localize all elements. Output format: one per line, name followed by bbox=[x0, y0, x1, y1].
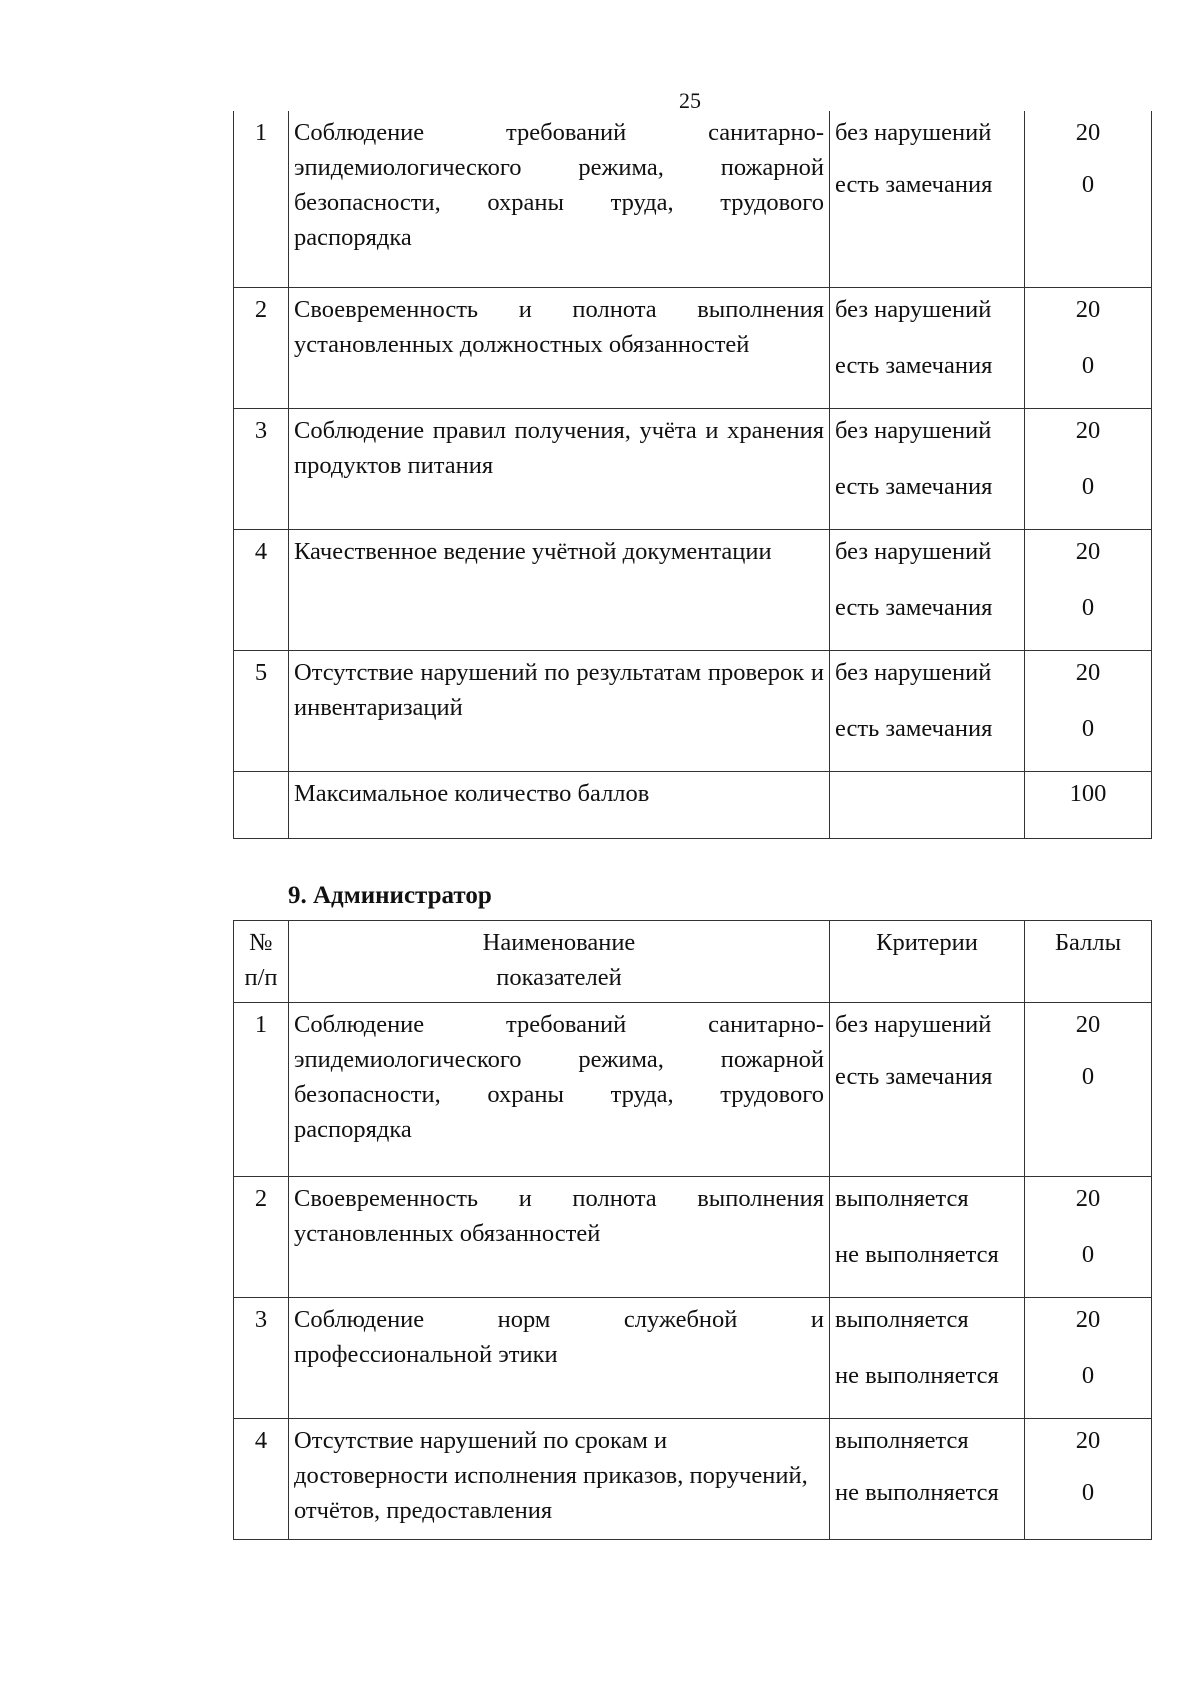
points-cell bbox=[1025, 1177, 1152, 1298]
table-row bbox=[234, 650, 1152, 771]
criteria-cell bbox=[830, 408, 1025, 529]
total-label: Максимальное количество баллов bbox=[289, 771, 830, 838]
criteria-option: есть замечания bbox=[835, 714, 993, 742]
points-value: 0 bbox=[1081, 171, 1095, 198]
criteria-option: выполняется bbox=[835, 1185, 969, 1212]
criteria-option: есть замечания bbox=[835, 593, 993, 621]
section-title: 9. Администратор bbox=[288, 882, 492, 909]
points-value: 0 bbox=[1081, 1479, 1095, 1506]
criteria-option: есть замечания bbox=[835, 351, 993, 379]
row-number: 4 bbox=[234, 529, 289, 650]
table-row bbox=[234, 111, 1152, 287]
indicator-name: Отсутствие нарушений по результатам проверок и инвентаризаций bbox=[289, 650, 830, 771]
indicator-name: Соблюдение требований санитарно-эпидемиологического режима, пожарной безопасности, охраны труда, трудового распорядка bbox=[289, 1003, 830, 1177]
points-cell bbox=[1025, 111, 1152, 287]
criteria-cell bbox=[830, 529, 1025, 650]
header-number-line: № bbox=[249, 929, 273, 956]
points-value: 20 bbox=[1075, 1185, 1101, 1212]
criteria-cell bbox=[830, 771, 1025, 838]
criteria-option: есть замечания bbox=[835, 1063, 993, 1090]
table-row bbox=[234, 1177, 1152, 1298]
row-number bbox=[234, 771, 289, 838]
criteria-option: без нарушений bbox=[835, 295, 992, 323]
header-name-line: показателей bbox=[496, 964, 622, 991]
criteria-cell bbox=[830, 287, 1025, 408]
indicator-name: Качественное ведение учётной документации bbox=[289, 529, 830, 650]
points-cell bbox=[1025, 287, 1152, 408]
criteria-option: без нарушений bbox=[835, 1011, 992, 1038]
points-cell bbox=[1025, 650, 1152, 771]
points-value: 0 bbox=[1081, 1063, 1095, 1090]
indicator-name: Своевременность и полнота выполнения установленных должностных обязанностей bbox=[289, 287, 830, 408]
table-row bbox=[234, 408, 1152, 529]
points-cell bbox=[1025, 1419, 1152, 1540]
scores-table-previous bbox=[233, 111, 1152, 839]
criteria-option: без нарушений bbox=[835, 119, 992, 146]
total-row bbox=[234, 771, 1152, 838]
header-points: Баллы bbox=[1025, 921, 1152, 1003]
points-value: 0 bbox=[1081, 714, 1095, 742]
points-cell bbox=[1025, 529, 1152, 650]
row-number: 4 bbox=[234, 1419, 289, 1540]
points-value: 0 bbox=[1081, 1241, 1095, 1268]
criteria-option: без нарушений bbox=[835, 658, 992, 686]
criteria-option: не выполняется bbox=[835, 1362, 999, 1389]
header-number bbox=[234, 921, 289, 1003]
points-cell bbox=[1025, 1003, 1152, 1177]
points-cell bbox=[1025, 1298, 1152, 1419]
indicator-name: Отсутствие нарушений по срокам и достоверности исполнения приказов, поручений, отчётов, предоставления bbox=[289, 1419, 830, 1540]
criteria-option: есть замечания bbox=[835, 171, 993, 198]
points-value: 20 bbox=[1075, 295, 1101, 323]
points-value: 20 bbox=[1075, 658, 1101, 686]
points-value: 0 bbox=[1081, 593, 1095, 621]
criteria-option: не выполняется bbox=[835, 1241, 999, 1268]
row-number: 5 bbox=[234, 650, 289, 771]
table-row bbox=[234, 529, 1152, 650]
header-indicator-name bbox=[289, 921, 830, 1003]
points-value: 20 bbox=[1075, 537, 1101, 565]
criteria-option: не выполняется bbox=[835, 1479, 999, 1506]
points-value: 0 bbox=[1081, 1362, 1095, 1389]
criteria-cell bbox=[830, 1298, 1025, 1419]
table-row bbox=[234, 1298, 1152, 1419]
points-value: 20 bbox=[1075, 1011, 1101, 1038]
indicator-name: Соблюдение требований санитарно-эпидемиологического режима, пожарной безопасности, охраны труда, трудового распорядка bbox=[289, 111, 830, 287]
criteria-cell bbox=[830, 1419, 1025, 1540]
criteria-cell bbox=[830, 1177, 1025, 1298]
table-header-row bbox=[234, 921, 1152, 1003]
indicator-name: Соблюдение норм служебной и профессиональной этики bbox=[289, 1298, 830, 1419]
total-points: 100 bbox=[1025, 771, 1152, 838]
row-number: 2 bbox=[234, 287, 289, 408]
criteria-option: выполняется bbox=[835, 1427, 969, 1454]
scores-table-administrator bbox=[233, 920, 1152, 1540]
header-criteria: Критерии bbox=[830, 921, 1025, 1003]
indicator-name: Соблюдение правил получения, учёта и хранения продуктов питания bbox=[289, 408, 830, 529]
row-number: 3 bbox=[234, 408, 289, 529]
criteria-option: есть замечания bbox=[835, 472, 993, 500]
indicator-name: Своевременность и полнота выполнения установленных обязанностей bbox=[289, 1177, 830, 1298]
criteria-cell bbox=[830, 650, 1025, 771]
header-number-line: п/п bbox=[244, 964, 278, 991]
points-cell bbox=[1025, 408, 1152, 529]
row-number: 1 bbox=[234, 111, 289, 287]
table-row bbox=[234, 287, 1152, 408]
page-number: 25 bbox=[679, 88, 701, 113]
points-value: 0 bbox=[1081, 472, 1095, 500]
header-name-line: Наименование bbox=[482, 929, 636, 956]
criteria-option: без нарушений bbox=[835, 537, 992, 565]
criteria-option: без нарушений bbox=[835, 416, 992, 444]
table-row bbox=[234, 1419, 1152, 1540]
row-number: 2 bbox=[234, 1177, 289, 1298]
points-value: 20 bbox=[1075, 119, 1101, 146]
row-number: 3 bbox=[234, 1298, 289, 1419]
points-value: 0 bbox=[1081, 351, 1095, 379]
points-value: 20 bbox=[1075, 1427, 1101, 1454]
row-number: 1 bbox=[234, 1003, 289, 1177]
criteria-cell bbox=[830, 1003, 1025, 1177]
criteria-cell bbox=[830, 111, 1025, 287]
table-row bbox=[234, 1003, 1152, 1177]
criteria-option: выполняется bbox=[835, 1306, 969, 1333]
points-value: 20 bbox=[1075, 1306, 1101, 1333]
points-value: 20 bbox=[1075, 416, 1101, 444]
